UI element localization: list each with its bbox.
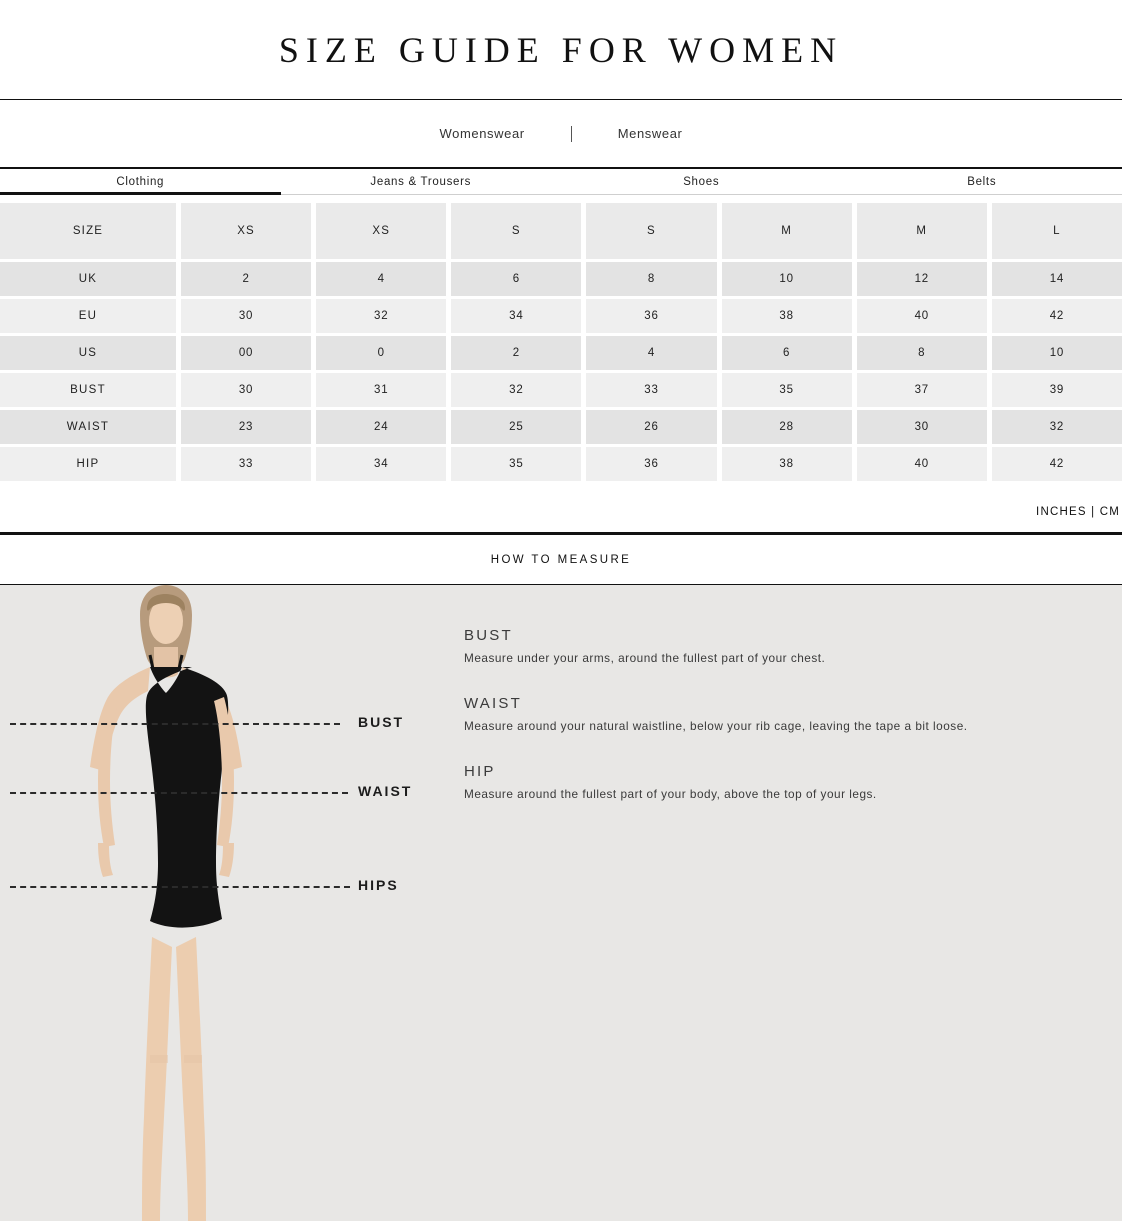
instruction-title-waist: WAIST [464,695,522,713]
cell-waist-6: 30 [857,410,987,444]
cell-us-2: 0 [316,336,446,370]
row-label-hip: HIP [0,447,176,481]
cell-uk-4: 8 [586,262,716,296]
cell-hip-7: 42 [992,447,1122,481]
hips-guide-line [10,886,350,888]
cell-bust-3: 32 [451,373,581,407]
table-row-hip [0,447,1122,481]
cell-bust-5: 35 [722,373,852,407]
model-figure [0,585,452,1221]
cell-hip-6: 40 [857,447,987,481]
cell-uk-7: 14 [992,262,1122,296]
nav-item-menswear[interactable]: Menswear [617,126,683,141]
row-label-us: US [0,336,176,370]
size-table [0,200,1122,484]
instruction-title-hip: HIP [464,763,496,781]
category-tabs [0,169,1122,195]
header-cell-3: S [451,203,581,259]
cell-eu-2: 32 [316,299,446,333]
cell-bust-1: 30 [181,373,311,407]
instruction-text-waist: Measure around your natural waistline, below your rib cage, leaving the tape a bit loose. [464,719,968,734]
row-label-bust: BUST [0,373,176,407]
cell-bust-4: 33 [586,373,716,407]
unit-toggle [0,484,1122,535]
hips-guide-label: HIPS [358,877,399,893]
cell-uk-3: 6 [451,262,581,296]
cell-waist-1: 23 [181,410,311,444]
bust-guide-label: BUST [358,714,405,730]
header-cell-6: M [857,203,987,259]
page-header [0,0,1122,100]
table-row-eu [0,299,1122,333]
size-table-wrap [0,200,1122,484]
model-illustration [0,585,452,1221]
tab-clothing[interactable]: Clothing [0,169,281,194]
gender-nav [0,100,1122,169]
row-label-uk: UK [0,262,176,296]
cell-bust-6: 37 [857,373,987,407]
cell-eu-5: 38 [722,299,852,333]
how-to-measure-section [0,585,1122,1221]
cell-eu-7: 42 [992,299,1122,333]
header-cell-size: SIZE [0,203,176,259]
cell-uk-5: 10 [722,262,852,296]
row-label-eu: EU [0,299,176,333]
cell-us-6: 8 [857,336,987,370]
cell-hip-3: 35 [451,447,581,481]
instruction-text-bust: Measure under your arms, around the fullest part of your chest. [464,651,826,665]
cell-bust-7: 39 [992,373,1122,407]
unit-inches[interactable]: INCHES [1036,506,1087,518]
table-row-us [0,336,1122,370]
cell-eu-3: 34 [451,299,581,333]
cell-us-1: 00 [181,336,311,370]
header-cell-4: S [586,203,716,259]
cell-waist-7: 32 [992,410,1122,444]
tab-belts[interactable]: Belts [967,175,997,188]
cell-us-7: 10 [992,336,1122,370]
table-row-uk [0,262,1122,296]
cell-waist-2: 24 [316,410,446,444]
tab-jeans-trousers[interactable]: Jeans & Trousers [370,175,472,188]
cell-waist-3: 25 [451,410,581,444]
cell-waist-4: 26 [586,410,716,444]
cell-uk-2: 4 [316,262,446,296]
cell-uk-6: 12 [857,262,987,296]
unit-separator: | [1091,506,1096,518]
cell-eu-4: 36 [586,299,716,333]
cell-eu-1: 30 [181,299,311,333]
nav-item-womenswear[interactable]: Womenswear [439,126,525,141]
unit-cm[interactable]: CM [1099,506,1120,518]
waist-guide-label: WAIST [358,783,413,799]
tab-shoes[interactable]: Shoes [683,175,720,188]
cell-us-4: 4 [586,336,716,370]
cell-waist-5: 28 [722,410,852,444]
table-row-bust [0,373,1122,407]
cell-hip-1: 33 [181,447,311,481]
table-header-row [0,203,1122,259]
row-label-waist: WAIST [0,410,176,444]
header-cell-2: XS [316,203,446,259]
cell-us-5: 6 [722,336,852,370]
measure-instructions [452,585,1122,1221]
page-title: SIZE GUIDE FOR WOMEN [278,29,844,70]
cell-us-3: 2 [451,336,581,370]
cell-hip-4: 36 [586,447,716,481]
waist-guide-line [10,792,348,794]
cell-bust-2: 31 [316,373,446,407]
how-to-measure-title: HOW TO MEASURE [0,535,1122,585]
cell-eu-6: 40 [857,299,987,333]
bust-guide-line [10,723,340,725]
header-cell-5: M [722,203,852,259]
table-row-waist [0,410,1122,444]
cell-hip-2: 34 [316,447,446,481]
header-cell-1: XS [181,203,311,259]
cell-uk-1: 2 [181,262,311,296]
instruction-text-hip: Measure around the fullest part of your body, above the top of your legs. [464,787,877,802]
instruction-title-bust: BUST [464,627,513,644]
cell-hip-5: 38 [722,447,852,481]
header-cell-7: L [992,203,1122,259]
